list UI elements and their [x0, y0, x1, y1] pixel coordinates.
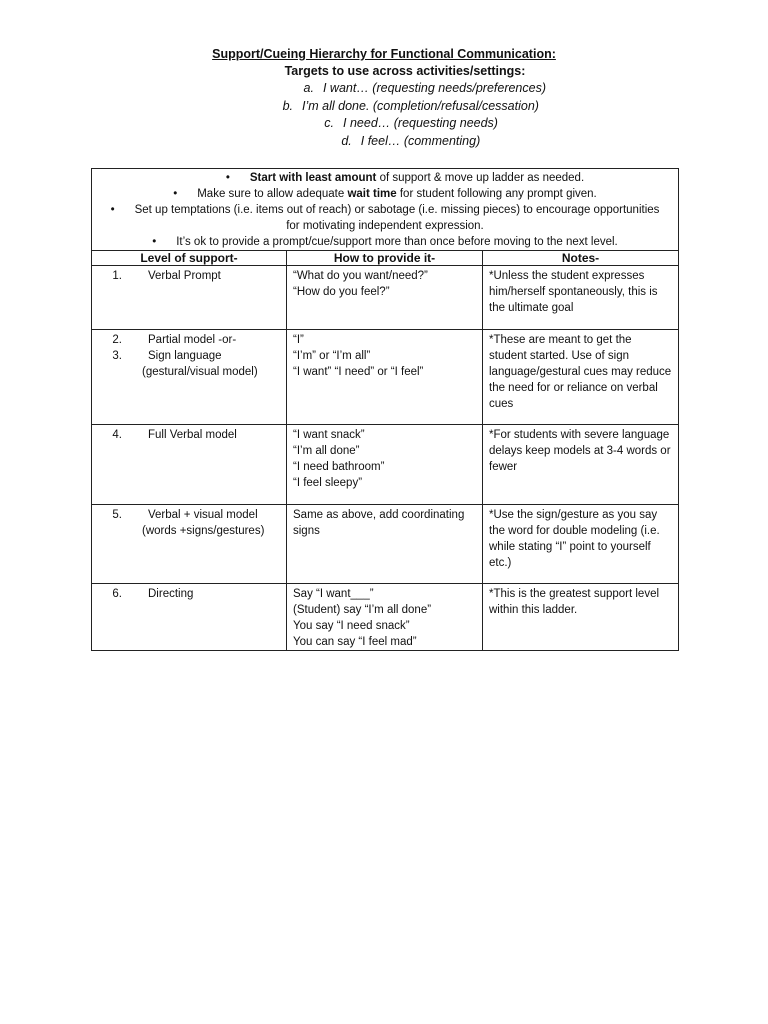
notes-cell: *For students with severe language delays keep models at 3-4 words or fewer	[483, 425, 679, 505]
column-header-level: Level of support-	[92, 251, 287, 266]
intro-bullet: • It’s ok to provide a prompt/cue/support more than once before moving to the next level.	[152, 236, 618, 248]
how-cell: “I” “I’m” or “I’m all” “I want” “I need” or “I feel”	[287, 330, 483, 425]
table-row	[92, 330, 679, 425]
notes-cell: *These are meant to get the student started. Use of sign language/gestural cues may reduce the need for or reliance on verbal cues	[483, 330, 679, 425]
how-cell: Say “I want___” (Student) say “I’m all done” You say “I need snack” You can say “I feel mad”	[287, 584, 483, 651]
target-item: a. I want… (requesting needs/preferences)	[303, 81, 547, 95]
targets-list	[0, 80, 768, 150]
level-cell: 5. Verbal + visual model (words +signs/gestures)	[92, 505, 287, 584]
header-row	[92, 251, 679, 266]
intro-cell	[92, 169, 679, 251]
table-row	[92, 425, 679, 505]
support-hierarchy-table	[91, 168, 679, 651]
notes-cell: *Unless the student expresses him/herself spontaneously, this is the ultimate goal	[483, 266, 679, 330]
how-cell: “I want snack” “I’m all done” “I need bathroom” “I feel sleepy”	[287, 425, 483, 505]
level-cell: 2. Partial model -or- 3. Sign language (gestural/visual model)	[92, 330, 287, 425]
targets-heading: Targets to use across activities/settings:	[284, 64, 526, 78]
intro-bullet: • Start with least amount of support & move up ladder as needed.	[225, 172, 585, 184]
intro-bullet: • Make sure to allow adequate wait time for student following any prompt given.	[173, 188, 597, 200]
table-row	[92, 266, 679, 330]
column-header-how: How to provide it-	[287, 251, 483, 266]
notes-cell: *This is the greatest support level within this ladder.	[483, 584, 679, 651]
table-row	[92, 584, 679, 651]
table-row	[92, 505, 679, 584]
level-cell: 6. Directing	[92, 584, 287, 651]
notes-cell: *Use the sign/gesture as you say the word for double modeling (i.e. while stating “I” point to yourself etc.)	[483, 505, 679, 584]
level-cell: 1. Verbal Prompt	[92, 266, 287, 330]
target-item: b. I’m all done. (completion/refusal/cessation)	[282, 98, 539, 113]
column-header-notes: Notes-	[483, 251, 679, 266]
level-cell: 4. Full Verbal model	[92, 425, 287, 505]
intro-row	[92, 169, 679, 251]
how-cell: “What do you want/need?” “How do you feel?”	[287, 266, 483, 330]
how-cell: Same as above, add coordinating signs	[287, 505, 483, 584]
target-item: d. I feel… (commenting)	[341, 133, 481, 148]
intro-bullet: • Set up temptations (i.e. items out of reach) or sabotage (i.e. missing pieces) to encourage opportunities for motivating independent expression.	[110, 204, 660, 232]
document-header	[0, 46, 768, 150]
document-title: Support/Cueing Hierarchy for Functional Communication:	[212, 47, 556, 61]
target-item: c. I need… (requesting needs)	[324, 116, 498, 130]
